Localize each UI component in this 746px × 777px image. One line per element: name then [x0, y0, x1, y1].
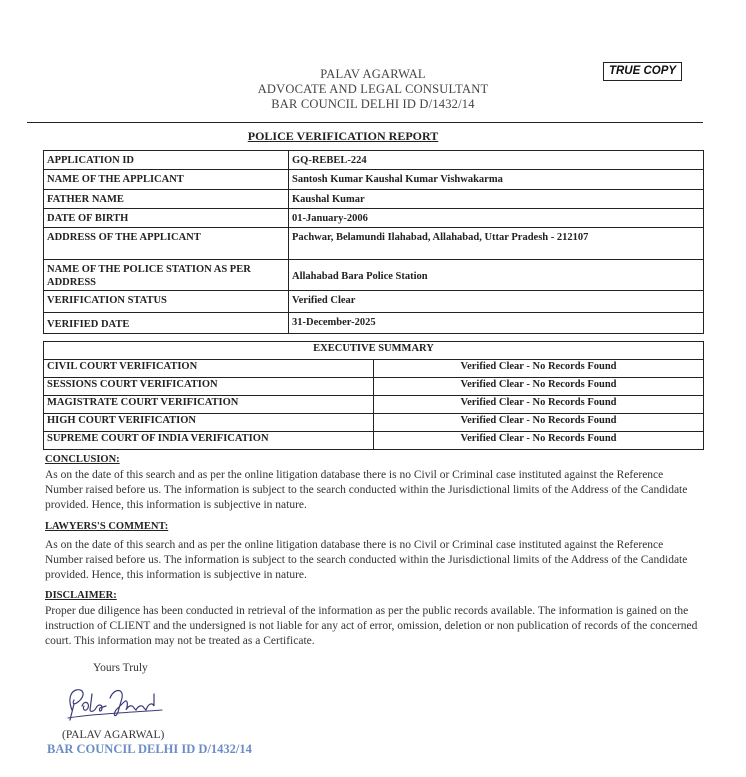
table-row: [44, 360, 704, 378]
summary-label: SESSIONS COURT VERIFICATION: [44, 378, 374, 396]
summary-value: Verified Clear - No Records Found: [374, 378, 704, 396]
detail-value: Pachwar, Belamundi Ilahabad, Allahabad, Uttar Pradesh - 212107: [289, 228, 704, 260]
table-row: [44, 432, 704, 450]
table-row: [44, 209, 704, 228]
header-role: ADVOCATE AND LEGAL CONSULTANT: [257, 82, 489, 96]
detail-value: GQ-REBEL-224: [289, 151, 704, 170]
disclaimer-text: Proper due diligence has been conducted in retrieval of the information as per the public records available. The information is gained on the instruction of CLIENT and the undersigned is not liable for any act of error, omission, deletion or non publication of records of the concerned court. This information may not be treated as a Certificate.: [45, 605, 698, 647]
executive-summary-table: [43, 341, 704, 450]
detail-label: NAME OF THE POLICE STATION AS PER ADDRESS: [44, 260, 289, 291]
table-row: [44, 414, 704, 432]
table-row: [44, 291, 704, 313]
detail-value: Santosh Kumar Kaushal Kumar Vishwakarma: [289, 170, 704, 190]
summary-heading: EXECUTIVE SUMMARY: [44, 342, 704, 360]
table-row: [44, 190, 704, 209]
lawyers-comment-text: As on the date of this search and as per the online litigation database there is no Civil or Criminal case instituted against the Reference Number raised before us. The information is subject to the search conducted within the Jurisdictional limits of the Address of the Candidate provided. Hence, this information is subjective in nature.: [45, 539, 688, 581]
detail-label: NAME OF THE APPLICANT: [44, 170, 289, 190]
header-name: PALAV AGARWAL: [320, 67, 426, 81]
summary-label: MAGISTRATE COURT VERIFICATION: [44, 396, 374, 414]
table-row: [44, 228, 704, 260]
detail-label: VERIFICATION STATUS: [44, 291, 289, 313]
table-row: [44, 378, 704, 396]
conclusion-text: As on the date of this search and as per the online litigation database there is no Civil or Criminal case instituted against the Reference Number raised before us. The information is subject to the search conducted within the Jurisdictional limits of the Address of the Candidate provided. Hence, this information is subjective in nature.: [45, 469, 688, 511]
lawyers-comment-heading: LAWYERS'S COMMENT:: [45, 521, 169, 532]
detail-label: ADDRESS OF THE APPLICANT: [44, 228, 289, 260]
table-row: [44, 396, 704, 414]
summary-value: Verified Clear - No Records Found: [374, 432, 704, 450]
detail-value: Allahabad Bara Police Station: [289, 260, 704, 291]
table-row: [44, 260, 704, 291]
summary-value: Verified Clear - No Records Found: [374, 414, 704, 432]
table-row: [44, 313, 704, 334]
detail-label: DATE OF BIRTH: [44, 209, 289, 228]
detail-label: FATHER NAME: [44, 190, 289, 209]
detail-value: Verified Clear: [289, 291, 704, 313]
disclaimer-heading: DISCLAIMER:: [45, 590, 117, 601]
table-row: [44, 342, 704, 360]
signature-image: [62, 680, 172, 726]
summary-value: Verified Clear - No Records Found: [374, 360, 704, 378]
signatory-name: (PALAV AGARWAL): [62, 729, 165, 741]
detail-label: VERIFIED DATE: [44, 313, 289, 334]
summary-value: Verified Clear - No Records Found: [374, 396, 704, 414]
closing-text: Yours Truly: [93, 662, 148, 674]
detail-value: 31-December-2025: [289, 313, 704, 334]
summary-label: HIGH COURT VERIFICATION: [44, 414, 374, 432]
detail-label: APPLICATION ID: [44, 151, 289, 170]
conclusion-heading: CONCLUSION:: [45, 454, 120, 465]
report-title: POLICE VERIFICATION REPORT: [247, 129, 439, 143]
table-row: [44, 170, 704, 190]
signatory-bar-id: BAR COUNCIL DELHI ID D/1432/14: [47, 742, 252, 756]
detail-value: Kaushal Kumar: [289, 190, 704, 209]
summary-label: SUPREME COURT OF INDIA VERIFICATION: [44, 432, 374, 450]
detail-value: 01-January-2006: [289, 209, 704, 228]
summary-label: CIVIL COURT VERIFICATION: [44, 360, 374, 378]
true-copy-stamp: TRUE COPY: [603, 62, 682, 81]
header-rule: [27, 122, 703, 123]
header-bar-id: BAR COUNCIL DELHI ID D/1432/14: [271, 97, 475, 111]
details-table: [43, 150, 704, 334]
table-row: [44, 151, 704, 170]
